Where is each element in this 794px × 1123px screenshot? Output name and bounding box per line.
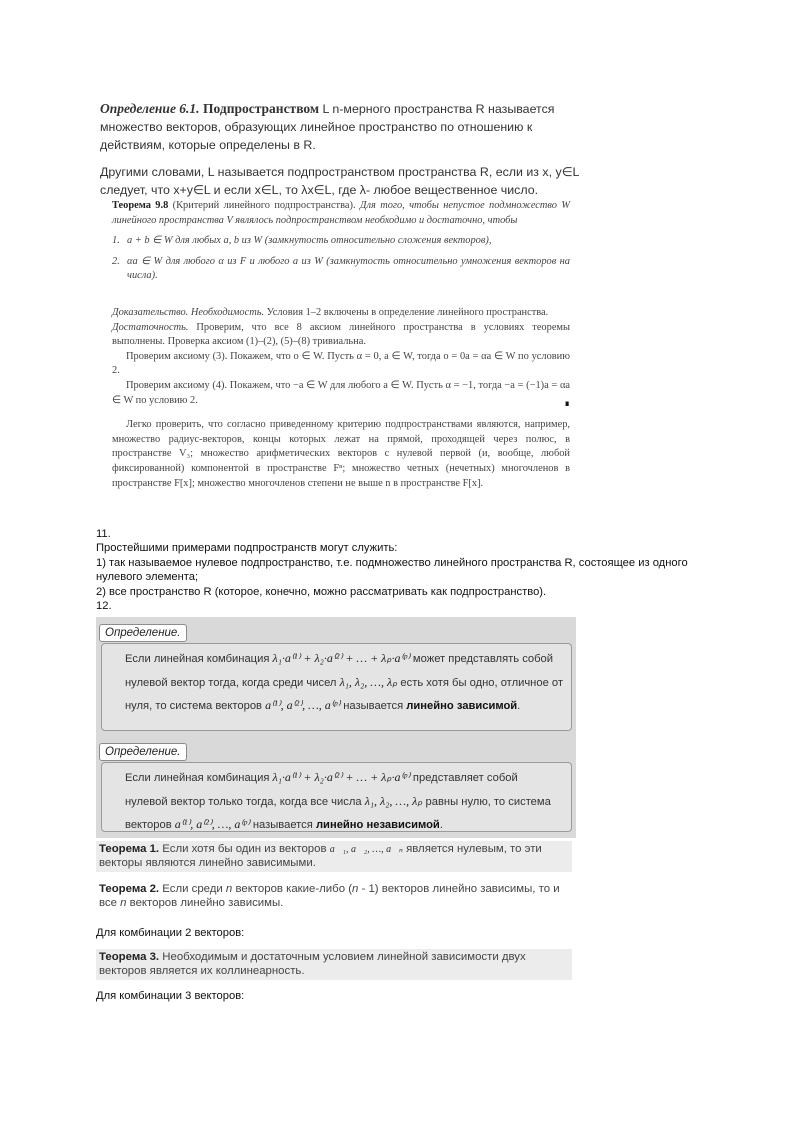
term-linearly-dependent: линейно зависимой (406, 700, 518, 712)
theorem-2-text: Если среди (162, 883, 223, 895)
necessity-text: Условия 1–2 включены в определение линейного пространства. (266, 306, 549, 318)
sufficiency-label: Достаточность. (112, 321, 189, 333)
card-text: Если линейная комбинация (125, 772, 270, 784)
necessity-label: Необходимость. (190, 306, 265, 318)
term-linearly-independent: линейно независимой (315, 819, 440, 831)
example-1: 1) так называемое нулевое подпространство, т.е. подмножество линейного пространства R, состоящее из одного нулевого элемента; (96, 556, 688, 584)
theorem-2-text: векторов линейно зависимы. (129, 896, 284, 909)
note-three-vectors: Для комбинации 3 векторов: (96, 990, 245, 1002)
list-item-text: αa ∈ W для любого α из F и любого a из W (замкнутость относительно умножения векторов на числа). (127, 255, 570, 282)
plain-text-block (96, 527, 696, 613)
list-item (112, 234, 570, 249)
theorem-3-label: Теорема 3. (99, 951, 160, 963)
list-item-number: 1. (112, 235, 120, 247)
section-number-11: 11. (96, 528, 111, 540)
theorem-1-text-end: является нулевым, то эти векторы являются линейно зависимыми. (99, 843, 542, 869)
card-text: называется (252, 819, 313, 831)
example-2: 2) все пространство R (которое, конечно, можно рассматривать как подпространство). (96, 585, 547, 598)
theorem-2-text: - 1) векторов линейно зависимы, то и все (99, 883, 560, 909)
list-item-number: 2. (112, 255, 120, 267)
theorem-1-label: Теорема 1. (99, 843, 160, 855)
section-number-12: 12. (96, 600, 112, 613)
axiom-3-check: Проверим аксиому (3). Покажем, что o ∈ W. Пусть α = 0, a ∈ W, тогда o = 0a = αa ∈ W по условию 2. (112, 350, 570, 377)
definition-term: Подпространством (203, 101, 320, 116)
formula-vector-system: a⁽¹⁾, a⁽²⁾, …, a⁽ᵖ⁾ (265, 698, 341, 712)
theorem-2-text: векторов какие-либо ( (235, 883, 352, 895)
proof-label: Доказательство. (112, 306, 189, 318)
definition-text: L n-мерного пространства R называется множество векторов, образующих линейное пространство по отношению к действиям, которые определены в R. (100, 102, 555, 152)
card-text: представляет собой нулевой вектор только тогда, когда все числа (125, 772, 518, 808)
formula-vector-system: a⁽¹⁾, a⁽²⁾, …, a⁽ᵖ⁾ (174, 817, 250, 831)
proof-necessity (112, 306, 570, 321)
theorem-3-text: Необходимым и достаточным условием линейной зависимости двух векторов является их коллинеарность. (99, 951, 526, 977)
definition-paragraph-2: Другими словами, L называется подпространством пространства R, если из x, y∈L следует, что x+y∈L и если x∈L, то λx∈L, где λ- любое вещественное число. (100, 165, 579, 197)
theorem-1-vectors: a⃗₁, a⃗₂, …, a⃗ₙ (329, 844, 403, 855)
definition-card-linear-independence (101, 762, 572, 832)
list-item (112, 255, 570, 284)
examples-intro: Простейшими примерами подпространств могут служить: (96, 542, 398, 555)
formula-linear-combination: λ₁·a⁽¹⁾ + λ₂·a⁽²⁾ + … + λₚ·a⁽ᵖ⁾ (272, 651, 410, 665)
axiom-4-text: Проверим аксиому (4). Покажем, что −a ∈ W для любого a ∈ W. Пусть α = −1, тогда −a = (−1)a = αa ∈ W по условию 2. (112, 379, 570, 406)
card-text: равны нулю, то система векторов (125, 795, 551, 831)
theorem-9-8-text: Для того, чтобы непустое подмножество W линейного пространства V являлось подпространством необходимо и достаточно, чтобы (112, 200, 570, 226)
theorem-9-8-statement (112, 199, 570, 228)
formula-coefficients: λ₁, λ₂, …, λₚ (364, 793, 423, 808)
definitions-panel (96, 617, 576, 838)
sufficiency-text: Проверим, что все 8 аксиом линейного пространства в условиях теоремы выполнены. Проверка аксиом (1)–(2), (5)–(8) тривиальна. (112, 321, 570, 348)
theorem-9-8-excerpt (112, 199, 570, 491)
theorem-2-n: n (225, 883, 233, 895)
proof-sufficiency (112, 321, 570, 350)
formula-coefficients: λ₁, λ₂, …, λₚ (339, 674, 398, 689)
definition-tag-2: Определение. (99, 743, 187, 761)
card-text: . (517, 700, 521, 712)
definition-title: Определение 6.1. (100, 101, 200, 116)
theorem-2-label: Теорема 2. (99, 883, 160, 895)
card-text: называется (343, 700, 404, 712)
theorem-1 (96, 841, 572, 872)
subspace-examples: Легко проверить, что согласно приведенному критерию подпространствами являются, например, множество радиус-векторов, концы которых лежат на прямой, проходящей через полюс, в пространстве V₃; множество арифметических векторов с нулевой первой (и, вообще, любой фиксированной) компонентой в пространстве Fⁿ; множество четных (нечетных) многочленов в пространстве F[x]; множество многочленов степени не выше n в пространстве F[x]. (112, 419, 570, 489)
definition-card-linear-dependence (101, 643, 572, 731)
axiom-4-check (112, 379, 570, 408)
card-text: Если линейная комбинация (125, 653, 270, 665)
theorem-1-text: Если хотя бы один из векторов (162, 843, 327, 855)
theorem-2-n: n (352, 883, 359, 895)
list-item-text: a + b ∈ W для любых a, b из W (замкнутость относительно сложения векторов), (127, 235, 492, 247)
formula-linear-combination: λ₁·a⁽¹⁾ + λ₂·a⁽²⁾ + … + λₚ·a⁽ᵖ⁾ (272, 770, 410, 784)
card-text: может представлять собой нулевой вектор тогда, когда среди чисел (125, 653, 554, 689)
note-two-vectors: Для комбинации 2 векторов: (96, 927, 245, 939)
card-text: . (439, 819, 443, 831)
theorem-9-8-title: Теорема 9.8 (112, 200, 169, 211)
theorem-3 (96, 949, 572, 980)
theorem-9-8-note: (Критерий линейного подпространства). (172, 200, 356, 211)
definition-6-1 (100, 100, 580, 199)
theorem-2-n: n (120, 896, 127, 909)
definition-paragraph (100, 100, 580, 154)
theorem-2 (96, 881, 572, 912)
definition-tag-1: Определение. (99, 624, 187, 642)
qed-mark: ∎ (564, 397, 570, 408)
card-text: есть хотя бы одно, отличное от нуля, то система векторов (125, 676, 563, 712)
